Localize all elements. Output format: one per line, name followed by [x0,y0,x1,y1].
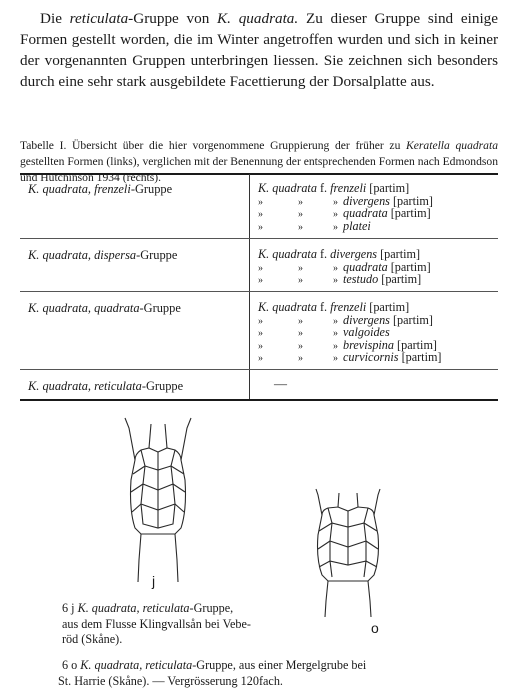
table-right-cell [258,182,433,232]
table-entry: » » » divergens [partim] [258,312,433,327]
table-entry: » » » quadrata [partim] [258,259,431,274]
table-right-cell [258,248,431,286]
table-entry: » » » divergens [partim] [258,193,433,208]
table-caption: Tabelle I. Übersicht über die hier vorgenommene Gruppierung der früher zu Keratella quadrata gestellten Formen (links), verglichen mit der Benennung der entsprechenden Formen nach Edmondson und Hutchinson 1934 (rechts). [20,139,498,184]
table-left-cell: K. quadrata, quadrata-Gruppe [28,301,181,315]
table-top-rule [20,173,498,175]
table-entry: » » » testudo [partim] [258,272,422,286]
figure-j-caption: 6 j K. quadrata, reticulata-Gruppe, aus dem Flusse Klingvallsån bei Vebe- röd (Skåne). [62,601,251,646]
figure-o-drawing [300,485,400,620]
table-entry: » » » curvicornis [partim] [258,350,442,364]
figure-j-drawing [105,410,215,585]
table-entry: K. quadrata f. frenzeli [partim] [258,181,410,195]
figure-o-caption: 6 o K. quadrata, reticulata-Gruppe, aus einer Mergelgrube bei St. Harrie (Skåne). — Vergrösserung 120fach. [58,658,367,688]
table-row-separator [20,238,498,239]
figure-j-label: j [152,573,156,589]
table-left-cell: K. quadrata, reticulata-Gruppe [28,379,184,393]
intro-paragraph: Die reticulata-Gruppe von K. quadrata. Zu dieser Gruppe sind einige Formen gestellt worden, die im Winter angetroffen wurden und sich in keiner der vorgenannten Gruppen unterbringen liessen. Sie zeichnen sich besonders durch eine sehr stark ausgebildete Facettierung der Dorsalplatte aus. [20,10,499,90]
table-entry: » » » brevispina [partim] [258,337,437,352]
table-right-cell-dash: — [274,376,287,391]
table-entry: » » » platei [258,218,371,233]
table-entry: K. quadrata f. frenzeli [partim] [258,300,410,314]
table-row-separator [20,291,498,292]
table-entry: » » » valgoides [258,325,390,339]
table-left-cell: K. quadrata, dispersa-Gruppe [28,248,178,262]
figure-o-label: o [371,620,379,636]
table-column-divider [249,174,250,399]
table-row-separator [20,369,498,370]
table-left-cell: K. quadrata, frenzeli-Gruppe [28,182,173,196]
table-bottom-rule [20,399,498,401]
table-entry: » » » quadrata [partim] [258,206,431,220]
table-entry: K. quadrata f. divergens [partim] [258,247,421,261]
table-right-cell [258,301,442,364]
